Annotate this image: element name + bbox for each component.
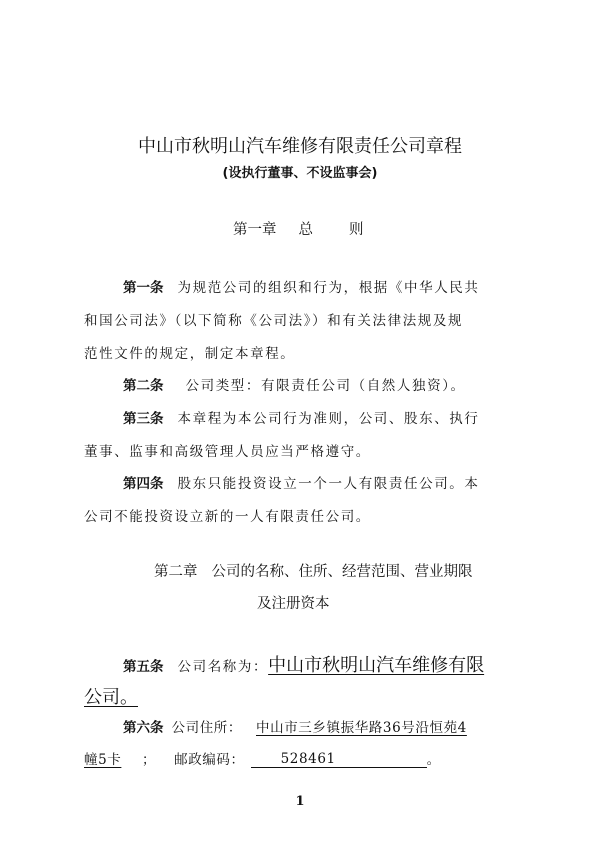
company-name-part-2: 公司。 xyxy=(84,687,138,708)
article-3-line-1 xyxy=(123,407,480,427)
article-2-label: 第二条 xyxy=(123,378,164,394)
article-6-label: 第六条 xyxy=(123,720,164,736)
article-6-end: 。 xyxy=(426,752,441,768)
article-4-line-2: 公司不能投资设立新的一人有限责任公司。 xyxy=(84,509,371,525)
article-2-text-1: 公司类型：有限责任公司（自然人独资）。 xyxy=(185,378,466,394)
company-name-part-1: 中山市秋明山汽车维修有限 xyxy=(268,655,485,676)
chapter-1-label: 第一章 xyxy=(233,222,277,238)
page-number: 1 xyxy=(295,794,305,809)
article-4-line-1 xyxy=(123,472,480,492)
chapter-1-name-2: 则 xyxy=(349,222,364,238)
chapter-2-heading xyxy=(154,560,473,581)
article-6-prefix: 公司住所： xyxy=(171,720,242,736)
document-title: 中山市秋明山汽车维修有限责任公司章程 xyxy=(138,136,462,157)
article-5-line-2 xyxy=(84,683,138,709)
article-6-semicolon: ； xyxy=(142,752,157,768)
company-address-part-2: 幢5卡 xyxy=(84,752,122,768)
article-6-line-1 xyxy=(123,716,467,736)
article-2-line-1 xyxy=(123,374,466,394)
article-1-line-3: 范性文件的规定，制定本章程。 xyxy=(84,346,296,362)
postcode-value: 528461 xyxy=(280,751,336,767)
article-5-label: 第五条 xyxy=(123,659,164,675)
chapter-1-name-1: 总 xyxy=(298,222,313,238)
article-3-label: 第三条 xyxy=(123,411,164,427)
chapter-2-title-1: 公司的名称、住所、经营范围、营业期限 xyxy=(211,564,473,580)
article-4-text-1: 股东只能投资设立一个一人有限责任公司。本 xyxy=(177,476,480,492)
chapter-2-label: 第二章 xyxy=(154,564,198,580)
company-address-part-1: 中山市三乡镇振华路36号沿恒苑4 xyxy=(256,720,467,736)
article-3-line-2: 董事、监事和高级管理人员应当严格遵守。 xyxy=(84,444,371,460)
article-4-label: 第四条 xyxy=(123,476,164,492)
article-1-line-1 xyxy=(123,276,480,296)
article-5-prefix: 公司名称为： xyxy=(177,659,269,675)
document-subtitle: (设执行董事、不设监事会) xyxy=(222,166,378,181)
article-1-label: 第一条 xyxy=(123,280,164,296)
article-1-line-2: 和国公司法》（以下简称《公司法》）和有关法律法规及规 xyxy=(84,313,464,329)
article-6-line-2 xyxy=(84,748,441,768)
chapter-2-title-2: 及注册资本 xyxy=(257,596,330,612)
article-1-text-1: 为规范公司的组织和行为，根据《中华人民共 xyxy=(177,280,480,296)
chapter-1-heading xyxy=(233,218,364,239)
postcode-label: 邮政编码： xyxy=(174,752,245,768)
article-5-line-1 xyxy=(123,651,484,677)
article-3-text-1: 本章程为本公司行为准则，公司、股东、执行 xyxy=(177,411,480,427)
